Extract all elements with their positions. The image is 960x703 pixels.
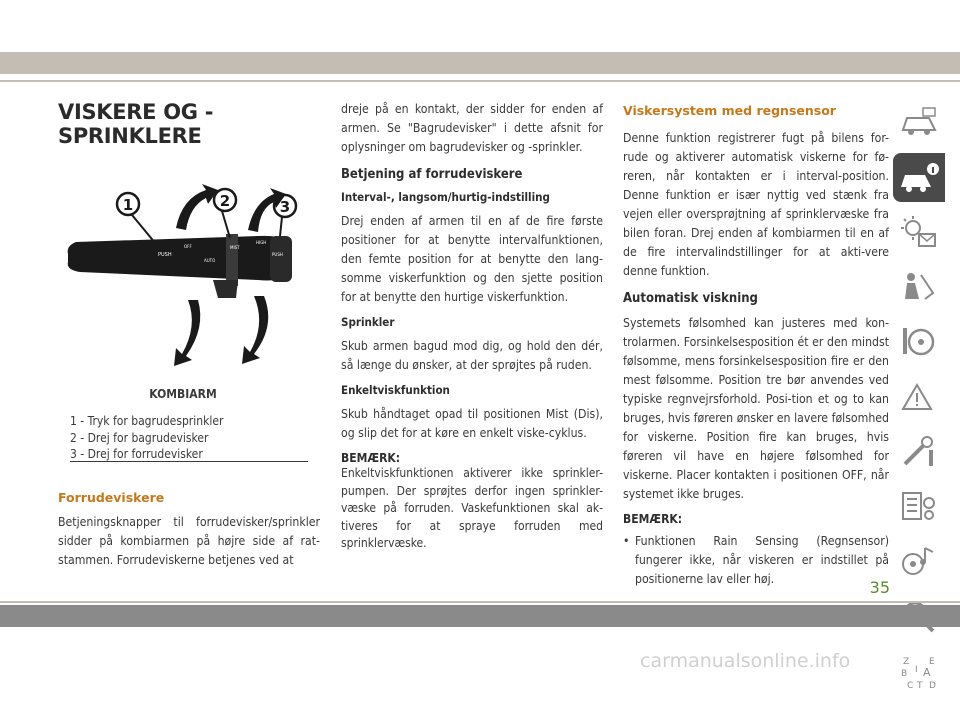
- warning-triangle-icon: [899, 379, 939, 415]
- watermark: carmanualsonline.info: [640, 650, 851, 672]
- regnsensor-text: Denne funktion registrerer fugt på bilens for-rude og aktiverer automatisk viskerne for fø-reren, når kontakten er i interval-position. Denne funktion er især nyttig ved stænk fra vejen eller oversprøjtning af sprinklervæske fra bilen foran. Drej enden af kombiarmen til en af de fire intervalindstillinger for at akti-vere denne funktion.: [623, 131, 889, 278]
- figure-caption: KOMBIARM: [149, 387, 217, 401]
- heading-enkeltvisk: Enkeltviskfunktion: [341, 383, 450, 397]
- sprinkler-text: Skub armen bagud mod dig, og hold den dér, så længe du ønsker, at der sprøjtes på ruden.: [341, 339, 603, 372]
- stalk-label-lo: LO: [238, 286, 244, 291]
- tab-safety[interactable]: [893, 263, 945, 312]
- callout-1: 1: [122, 196, 134, 214]
- heading-forrudeviskere: Forrudeviskere: [58, 490, 165, 505]
- index-letter-t: T: [917, 681, 923, 690]
- stalk-label-push-2: PUSH: [272, 252, 283, 257]
- stalk-label-push: PUSH: [158, 252, 172, 258]
- bullet-text: Funktionen Rain Sensing (Regnsensor) fungerer ikke, når viskeren er indstillet på positionerne lav eller høj.: [635, 534, 889, 586]
- combi-stalk-illustration: [58, 176, 308, 366]
- stalk-label-auto: AUTO: [204, 258, 216, 263]
- multimedia-icon: [899, 544, 939, 580]
- heading-automatisk: Automatisk viskning: [623, 291, 758, 306]
- note-label-2: BEMÆRK:: [623, 512, 683, 526]
- note-label: BEMÆRK:: [341, 451, 401, 465]
- legend-item-2: 2 - Drej for bagrudevisker: [70, 430, 209, 445]
- tab-multimedia[interactable]: [893, 538, 945, 587]
- rotate-up-arrow-left-icon: [176, 184, 218, 230]
- safety-airbag-icon: [899, 269, 939, 305]
- combi-stalk-figure: [58, 176, 308, 366]
- column-right: [623, 100, 889, 589]
- alphabet-index-icon: [899, 654, 939, 690]
- page-number: 35: [869, 578, 890, 597]
- index-letter-z: Z: [903, 657, 910, 667]
- tab-steering[interactable]: [893, 318, 945, 367]
- rotate-down-arrow-left-icon: [174, 300, 200, 366]
- heading-regnsensor: Viskersystem med regnsensor: [623, 103, 836, 118]
- enkeltvisk-text: Skub håndtaget opad til positionen Mist (Dis), og slip det for at køre en enkelt viske-cyklus.: [341, 407, 603, 440]
- legend-rule: [70, 461, 308, 462]
- heading-betjening: Betjening af forrudeviskere: [341, 167, 523, 182]
- index-letter-c: C: [907, 681, 914, 690]
- column-left: [58, 100, 308, 148]
- car-info-icon: [899, 159, 939, 195]
- note-text: Enkeltviskfunktionen aktiverer ikke sprinkler-pumpen. Der sprøjtes derfor ingen sprinkler-væske på forruden. Vaskefunktionen skal ak-tiveres for at spraye forruden med sprinklervæske.: [341, 466, 603, 550]
- index-letter-e: E: [929, 657, 935, 667]
- tab-alphabet-index[interactable]: [893, 648, 945, 697]
- interval-text: Drej enden af armen til en af de fire første positioner for at benytte intervalfunktionen, den femte position for at benytte den lang-somme viskerfunktion og den sjette position for at benytte den hurtige viskerfunktion.: [341, 214, 603, 304]
- bullet-item: [623, 532, 889, 589]
- automatisk-text: Systemets følsomhed kan justeres med kon-trolarmen. Forsinkelsesposition ét er den mindst følsomme, mens forsinkelsesposition fire er den mest følsomme. Position tre bør anvendes ved typiske regnvejrsforhold. Posi-tion et og to kan bruges, hvis føreren ønsker en lavere følsomhed for viskerne. Position fire kan bruges, hvis føreren vil have en højere følsomhed for viskerne. Placer kontakten i positionen OFF, når systemet ikke bruges.: [623, 316, 889, 501]
- header-rule: [0, 80, 960, 82]
- tab-car-dashboard[interactable]: [893, 98, 945, 147]
- page-title: VISKERE OG -SPRINKLERE: [58, 100, 214, 148]
- footer-rule: [0, 601, 960, 603]
- heading-interval: Interval-, langsom/hurtig-indstilling: [341, 190, 550, 204]
- rotate-down-arrow-right-icon: [242, 296, 268, 364]
- car-dashboard-icon: [899, 104, 939, 140]
- callout-3: 3: [279, 198, 291, 216]
- maintenance-list-icon: [899, 489, 939, 525]
- callout-2: 2: [219, 192, 231, 210]
- index-letter-i: I: [915, 665, 918, 675]
- steering-wheel-icon: [899, 324, 939, 360]
- forrudeviskere-section: [58, 490, 320, 578]
- header-band: [0, 52, 960, 74]
- forrudeviskere-text: Betjeningsknapper til forrudevisker/sprinkler sidder på kombiarmen på højre side af rat-stammen. Forrudeviskerne betjenes ved at: [58, 515, 320, 567]
- footer-band: [0, 605, 960, 627]
- warning-lights-icon: [899, 214, 939, 250]
- column-middle: [341, 100, 603, 553]
- figure-legend: [70, 413, 308, 463]
- tab-warning-triangle[interactable]: [893, 373, 945, 422]
- index-letter-a: A: [923, 666, 931, 679]
- tools-icon: [899, 434, 939, 470]
- index-letter-d: D: [929, 681, 936, 690]
- index-letter-b: B: [901, 669, 908, 679]
- continued-text: dreje på en kontakt, der sidder for enden af armen. Se "Bagrudevisker" i dette afsnit for oplysninger om bagrudevisker og -sprinkler.: [341, 102, 603, 154]
- tab-warning-lights[interactable]: [893, 208, 945, 257]
- stalk-label-off: OFF: [184, 244, 192, 249]
- stalk-label-high: HIGH: [256, 240, 267, 245]
- bullet-dot: •: [623, 534, 630, 548]
- tab-maintenance[interactable]: [893, 483, 945, 532]
- legend-item-1: 1 - Tryk for bagrudesprinkler: [70, 414, 224, 428]
- legend-item-3: 3 - Drej for forrudevisker: [70, 447, 203, 461]
- heading-sprinkler: Sprinkler: [341, 315, 395, 329]
- tab-car-info[interactable]: [893, 153, 945, 202]
- stalk-label-mist: MIST: [230, 245, 240, 250]
- tab-tools[interactable]: [893, 428, 945, 477]
